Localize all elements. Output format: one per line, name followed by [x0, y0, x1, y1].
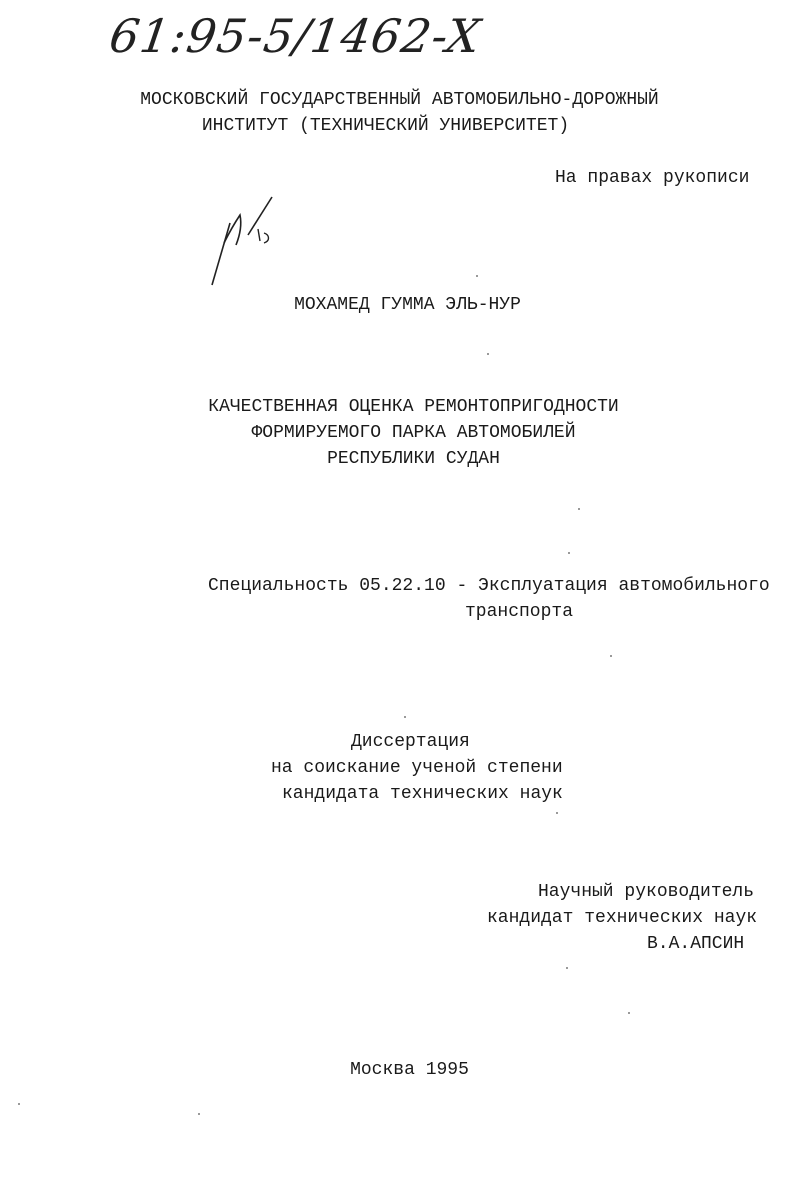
scan-speck: [18, 1103, 20, 1105]
supervisor-degree: кандидат технических наук: [487, 908, 758, 928]
scan-speck: [556, 812, 558, 814]
title-line-1: КАЧЕСТВЕННАЯ ОЦЕНКА РЕМОНТОПРИГОДНОСТИ: [208, 397, 619, 417]
supervisor-role: Научный руководитель: [538, 882, 755, 902]
specialty-line-2: транспорта: [465, 602, 574, 622]
specialty-line-1: Специальность 05.22.10 - Эксплуатация автомобильного: [208, 576, 770, 596]
scan-speck: [628, 1012, 630, 1014]
dissertation-degree-line-2: кандидата технических наук: [282, 784, 563, 804]
scan-speck: [610, 655, 612, 657]
scan-speck: [578, 508, 580, 510]
scan-speck: [476, 275, 478, 277]
dissertation-label: Диссертация: [351, 732, 470, 752]
scan-speck: [568, 552, 570, 554]
author-name: МОХАМЕД ГУММА ЭЛЬ-НУР: [294, 295, 521, 315]
scan-speck: [404, 716, 406, 718]
scan-speck: [566, 967, 568, 969]
place-and-year: Москва 1995: [350, 1060, 469, 1080]
title-line-2: ФОРМИРУЕМОГО ПАРКА АВТОМОБИЛЕЙ: [251, 423, 576, 443]
dissertation-degree-line-1: на соискание ученой степени: [271, 758, 563, 778]
archive-number-handwritten: 61:95-5/1462-X: [106, 9, 485, 63]
signature-mark: [200, 195, 290, 295]
institution-line-1: МОСКОВСКИЙ ГОСУДАРСТВЕННЫЙ АВТОМОБИЛЬНО-ДОРОЖНЫЙ: [140, 90, 659, 110]
title-line-3: РЕСПУБЛИКИ СУДАН: [327, 449, 500, 469]
institution-line-2: ИНСТИТУТ (ТЕХНИЧЕСКИЙ УНИВЕРСИТЕТ): [201, 116, 570, 136]
manuscript-rights: На правах рукописи: [555, 168, 750, 188]
scan-speck: [487, 353, 489, 355]
supervisor-name: В.А.АПСИН: [647, 934, 745, 954]
scan-speck: [198, 1113, 200, 1115]
